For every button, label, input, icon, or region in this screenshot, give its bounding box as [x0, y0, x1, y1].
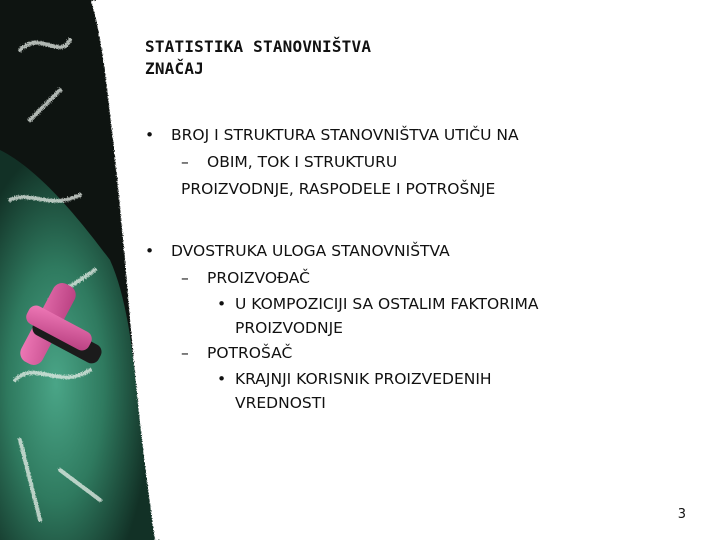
bullet-item [145, 238, 538, 265]
dash-marker: – [181, 153, 189, 171]
sub-sub-bullet-item [145, 367, 538, 391]
sub-bullet-item [145, 149, 519, 176]
sub-bullet-continuation: PROIZVODNJE, RASPODELE I POTROŠNJE [181, 180, 496, 198]
bullet-item [145, 122, 519, 149]
sub-sub-bullet-item [145, 292, 538, 316]
dash-marker: – [181, 344, 189, 362]
sub-sub-bullet-continuation: PROIZVODNJE [235, 319, 343, 337]
title-line-2: ZNAČAJ [145, 59, 204, 78]
title-line-1: STATISTIKA STANOVNIŠTVA [145, 37, 372, 56]
bullet-marker: • [217, 295, 227, 313]
sub-sub-bullet-text: KRAJNJI KORISNIK PROIZVEDENIH [235, 370, 492, 388]
bullet-text: BROJ I STRUKTURA STANOVNIŠTVA UTIČU NA [171, 126, 519, 144]
page-number: 3 [677, 507, 686, 522]
bullet-text: DVOSTRUKA ULOGA STANOVNIŠTVA [171, 242, 450, 260]
bullet-marker: • [217, 370, 227, 388]
sub-bullet-item [145, 265, 538, 292]
sub-sub-bullet-text: U KOMPOZICIJI SA OSTALIM FAKTORIMA [235, 295, 539, 313]
dash-marker: – [181, 269, 189, 287]
bullet-block-1 [145, 122, 519, 203]
sub-sub-bullet-continuation: VREDNOSTI [235, 394, 326, 412]
bullet-block-2 [145, 238, 538, 415]
sub-bullet-item [145, 340, 538, 367]
bullet-marker: • [145, 242, 155, 260]
bullet-marker: • [145, 126, 155, 144]
sub-bullet-text: PROIZVOĐAČ [207, 269, 310, 287]
sub-bullet-text: POTROŠAČ [207, 344, 293, 362]
slide-title [145, 36, 371, 80]
sub-bullet-text: OBIM, TOK I STRUKTURU [207, 153, 398, 171]
